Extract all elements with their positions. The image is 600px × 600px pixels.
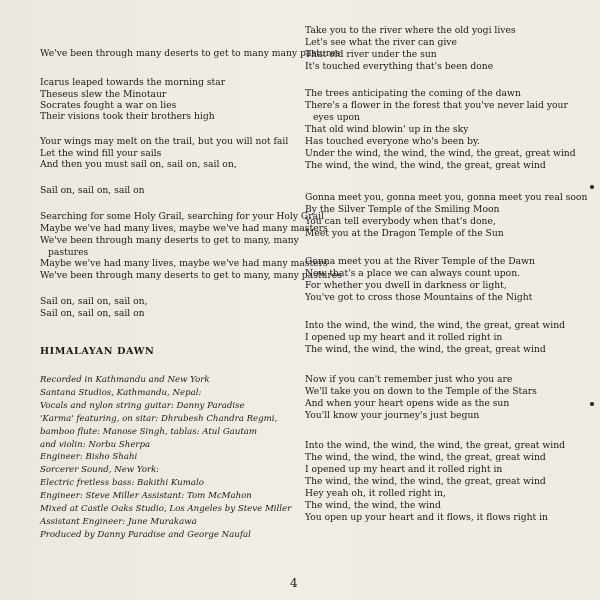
lyric-line: That old wind blowin' up in the sky [305,124,469,135]
credit-line: Produced by Danny Paradise and George Naufal [40,529,251,540]
lyric-line: Maybe we've had many lives, maybe we've had many masters [40,258,328,269]
lyric-line: Gonna meet you at the River Temple of the Dawn [305,256,535,267]
lyric-line: Let's see what the river can give [305,37,457,48]
song-title: HIMALAYAN DAWN [40,346,155,357]
credit-line: Santana Studios, Kathmandu, Nepal: [40,387,202,398]
credit-line: Mixed at Castle Oaks Studio, Los Angeles by Steve Miller [40,504,292,514]
lyric-line: pastures [48,247,89,258]
lyric-line: Icarus leaped towards the morning star [40,77,226,88]
lyric-line: You open up your heart and it flows, it flows right in [305,512,548,523]
lyric-line: The wind, the wind, the wind, the great, great wind [305,476,546,487]
lyric-line: The wind, the wind, the wind, the great, great wind [305,344,546,355]
lyric-line: The wind, the wind, the wind [305,500,441,511]
lyric-line: The wind, the wind, the wind, the great, great wind [305,452,546,463]
lyric-line: Has touched everyone who's been by. [305,136,480,147]
lyric-line: eyes upon [313,112,360,123]
lyric-line: Their visions took their brothers high [40,111,215,122]
credit-line: Engineer: Bisho Shahi [40,452,138,463]
lyric-line: I opened up my heart and it rolled right in [305,332,503,343]
lyric-line: Socrates fought a war on lies [40,100,177,111]
lyric-line: Your wings may melt on the trail, but you will not fail [40,136,289,147]
credit-line: Recorded in Kathmandu and New York [40,375,210,385]
lyric-line: And then you must sail on, sail on, sail on, [40,159,237,170]
credit-line: and violin: Norbu Sherpa [40,439,151,450]
lyric-line: The trees anticipating the coming of the dawn [305,88,521,99]
binding-hole-mark [590,185,594,189]
lyric-line: The wind, the wind, the wind, the great, great wind [305,160,546,171]
lyric-line: Under the wind, the wind, the wind, the great, great wind [305,148,576,159]
lyric-line: That old river under the sun [305,49,437,60]
lyric-line: We've been through many deserts to get to many many pastures [40,48,341,59]
lyric-line: You'll know your journey's just begun [305,410,480,421]
credit-line: Assistant Engineer: June Murakawa [40,516,197,527]
lyric-line: Sail on, sail on, sail on [40,308,145,319]
lyric-line: For whether you dwell in darkness or light, [305,280,507,291]
lyric-line: I opened up my heart and it rolled right in [305,464,503,475]
lyric-line: You've got to cross those Mountains of the Night [305,292,533,303]
lyric-line: Theseus slew the Minotaur [40,89,167,100]
credit-line: Vocals and nylon string guitar: Danny Paradise [40,400,245,411]
lyric-line: Now if you can't remember just who you are [305,374,513,385]
lyric-line: It's touched everything that's been done [305,61,494,72]
lyric-line: Into the wind, the wind, the wind, the great, great wind [305,440,566,451]
lyric-line: Gonna meet you, gonna meet you, gonna meet you real soon [305,192,588,203]
page-number: 4 [290,576,298,590]
lyric-line: You can tell everybody when that's done, [305,216,496,227]
lyric-line: Sail on, sail on, sail on [40,185,145,196]
lyric-line: Maybe we've had many lives, maybe we've had many masters [40,223,328,234]
lyric-line: Meet you at the Dragon Temple of the Sun [305,228,504,239]
lyric-line: Hey yeah oh, it rolled right in, [305,488,446,499]
credit-line: Sorcerer Sound, New York: [40,465,160,476]
lyric-line: There's a flower in the forest that you've never laid your [305,100,568,111]
credit-line: 'Karma' featuring, on sitar: Dhrubesh Chandra Regmi, [40,413,278,424]
lyric-line: We've been through many deserts to get to many, many [40,235,299,246]
lyric-line: Into the wind, the wind, the wind, the great, great wind [305,320,566,331]
credit-line: Electric fretless bass: Bakithi Kumalo [40,478,204,489]
credit-line: Engineer: Steve Miller Assistant: Tom McMahon [40,491,252,502]
binding-hole-mark [590,402,594,406]
lyric-line: Sail on, sail on, sail on, [40,296,148,307]
credit-line: bamboo flute: Manose Singh, tablas: Atul Gautam [40,426,258,437]
lyric-line: Let the wind fill your sails [40,148,162,159]
lyric-line: Take you to the river where the old yogi lives [305,25,516,36]
lyric-line: We'll take you on down to the Temple of the Stars [305,386,537,397]
lyric-line: We've been through many deserts to get to many, many pastures [40,270,342,281]
lyric-line: Now that's a place we can always count upon. [305,268,521,279]
lyric-line: And when your heart opens wide as the sun [305,398,510,409]
lyric-line: Searching for some Holy Grail, searching for your Holy Grail [40,211,325,222]
lyric-line: By the Silver Temple of the Smiling Moon [305,204,500,215]
